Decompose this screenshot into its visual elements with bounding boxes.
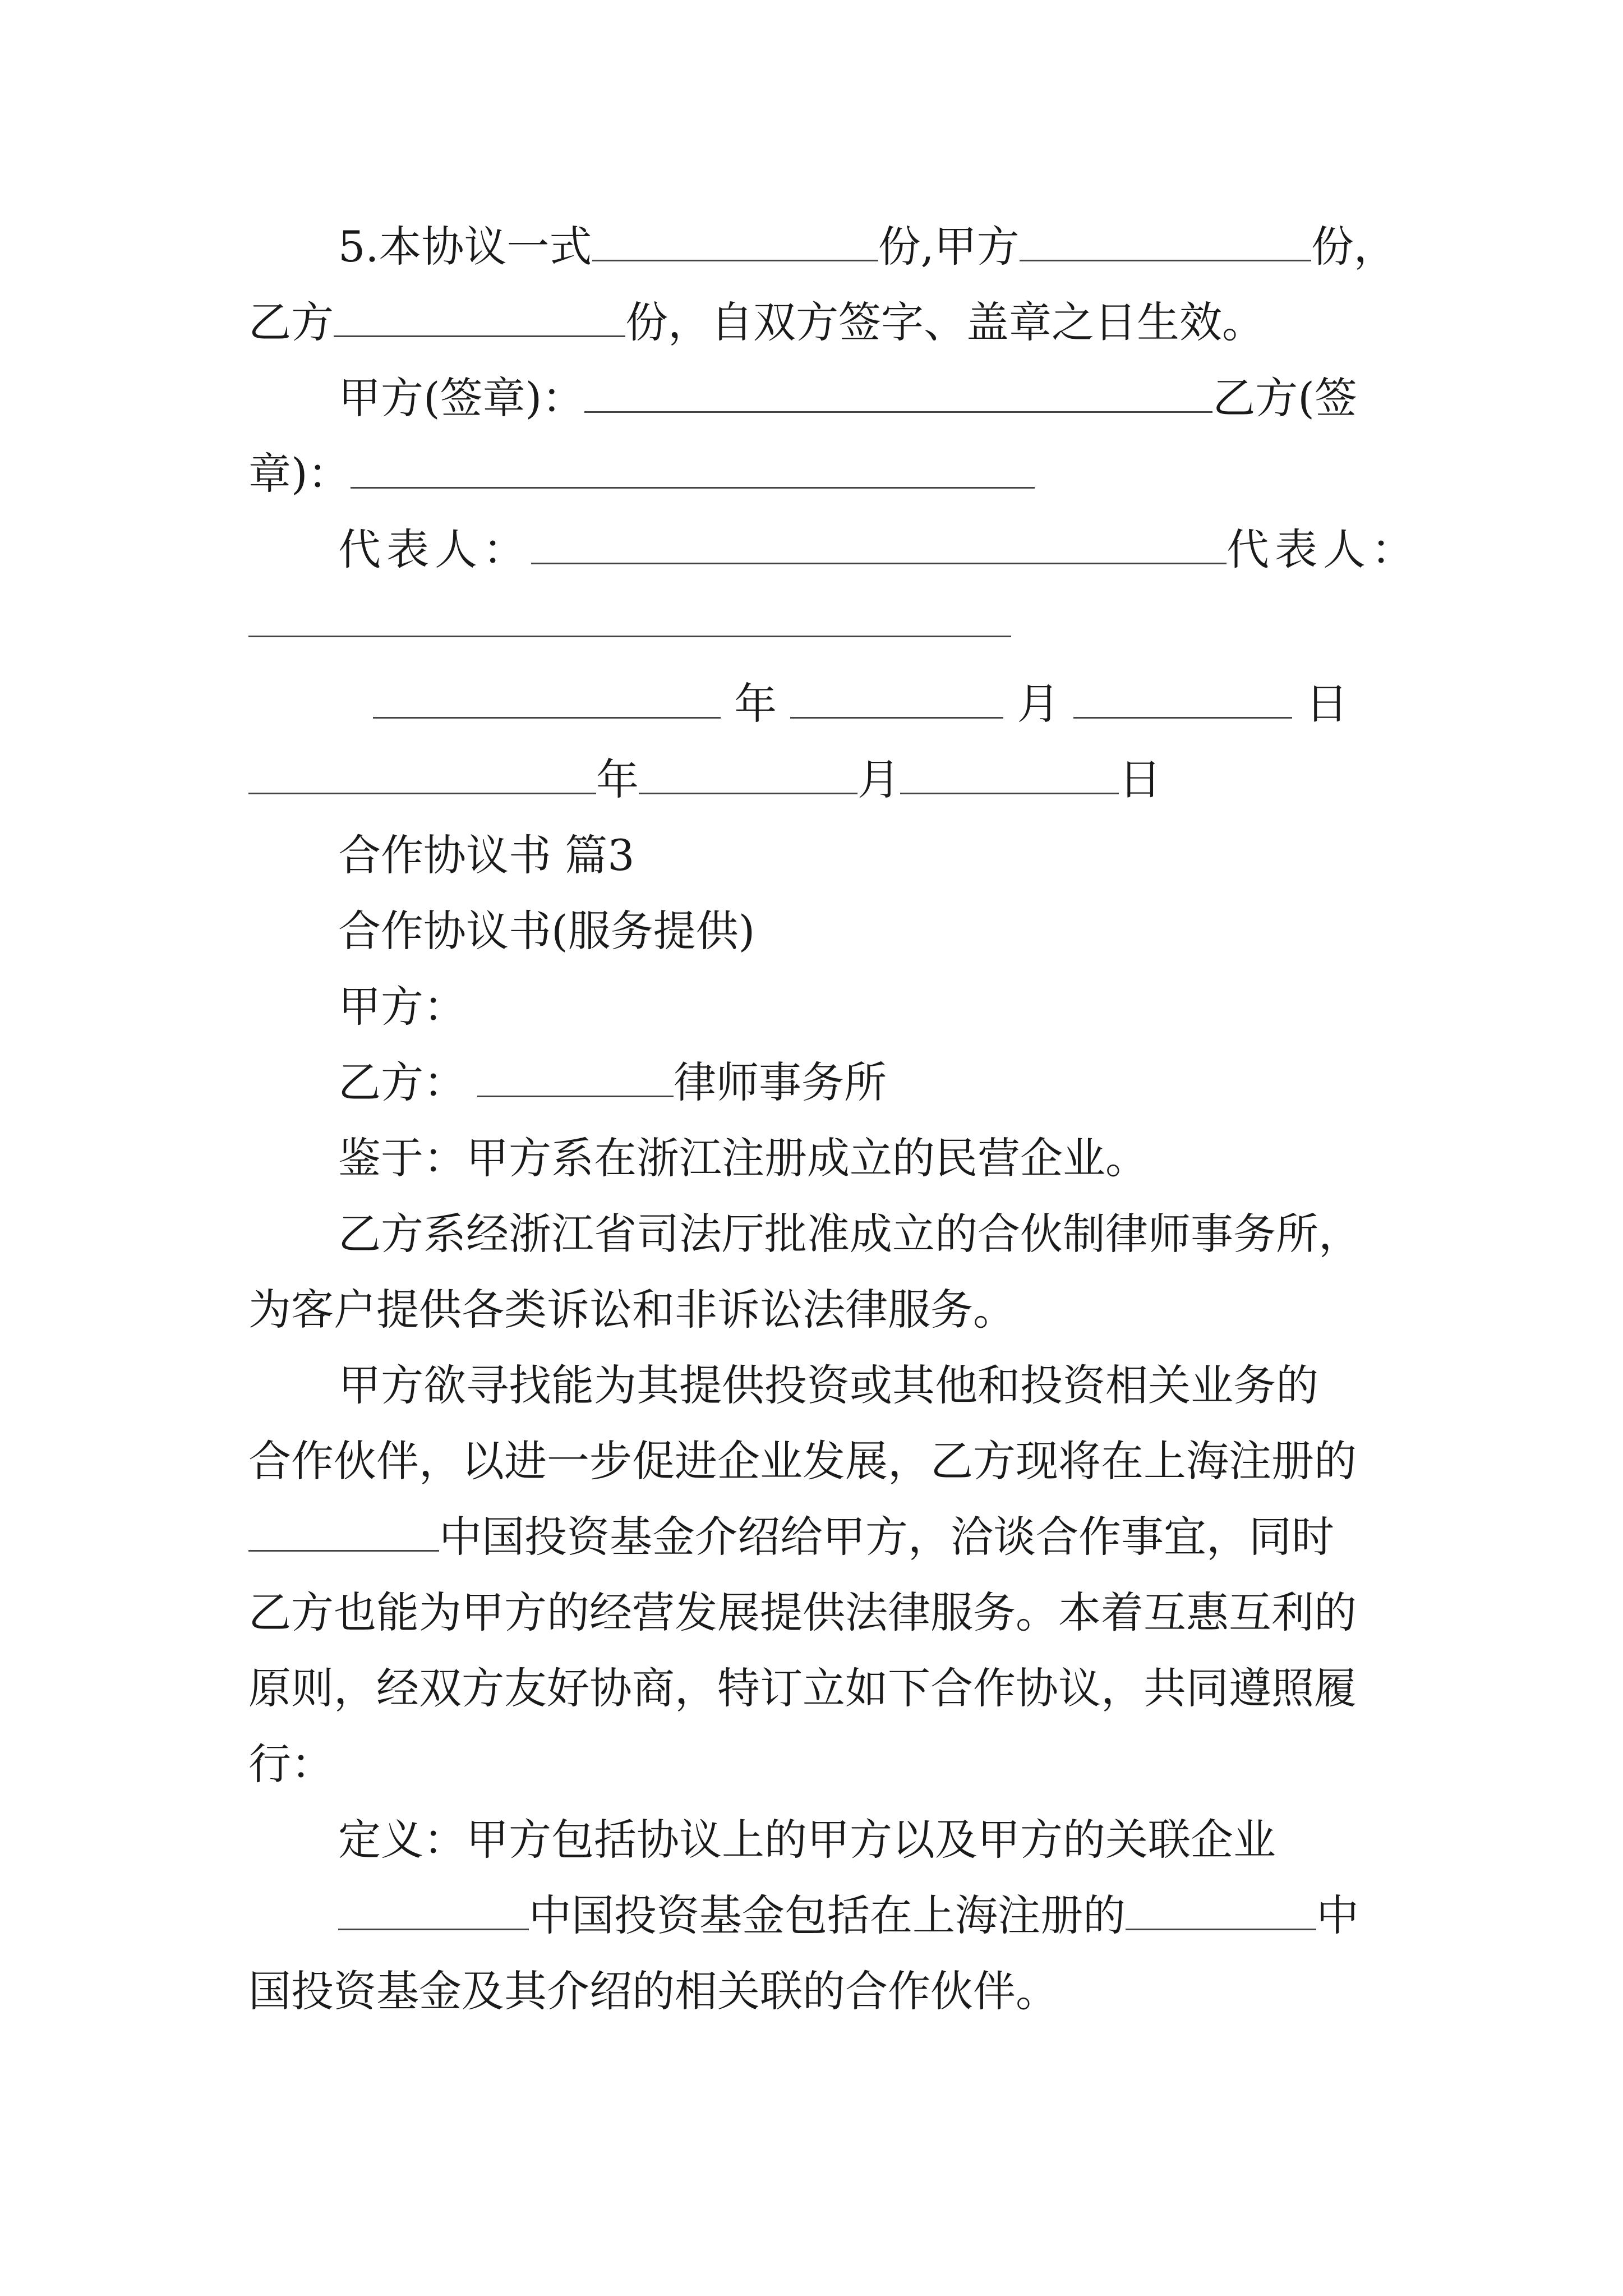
clause5-line2 [248, 295, 1381, 351]
party-a-label: 甲方： [338, 982, 466, 1032]
clause5-text: 份， [1311, 222, 1396, 272]
party-b-signature-blank[interactable] [351, 450, 1035, 489]
signature-line-2 [248, 446, 1381, 502]
signature-line [248, 370, 1381, 426]
clause5-text: 5.本协议一式 [338, 222, 592, 272]
fund-name-blank[interactable] [1126, 1892, 1316, 1930]
definition-text: 中 [1316, 1890, 1359, 1940]
para3-line6: 行： [248, 1739, 334, 1789]
para3-line5: 原则，经双方友好协商，特订立如下合作协议，共同遵照履 [248, 1663, 1357, 1713]
year-label: 年 [734, 679, 777, 729]
fund-name-blank[interactable] [248, 1513, 439, 1552]
party-a-signature-label: 甲方(签章)： [338, 373, 585, 423]
party-b-line [248, 1055, 1381, 1111]
para3-line4: 乙方也能为甲方的经营发展提供法律服务。本着互惠互利的 [248, 1588, 1357, 1637]
copies-party-a-blank[interactable] [1020, 223, 1311, 261]
section-heading: 合作协议书 篇3 [338, 830, 635, 880]
year-blank[interactable] [248, 756, 596, 794]
day-blank[interactable] [1073, 680, 1292, 719]
day-label: 日 [1119, 754, 1161, 804]
para3-line2: 合作伙伴，以进一步促进企业发展，乙方现将在上海注册的 [248, 1436, 1357, 1486]
recital-2-line2: 为客户提供各类诉讼和非诉讼法律服务。 [248, 1285, 1016, 1335]
party-b-signature-label-tail: 章)： [248, 449, 351, 499]
recital-2-line1: 乙方系经浙江省司法厅批准成立的合伙制律师事务所， [338, 1209, 1361, 1259]
month-label: 月 [1017, 679, 1060, 729]
date-line-2 [248, 752, 1381, 808]
para3-line1: 甲方欲寻找能为其提供投资或其他和投资相关业务的 [338, 1360, 1318, 1410]
law-firm-suffix: 律师事务所 [674, 1057, 887, 1107]
month-blank[interactable] [639, 756, 857, 794]
copies-party-b-blank[interactable] [334, 298, 625, 337]
party-b-label: 乙方： [338, 1057, 466, 1107]
day-blank[interactable] [900, 756, 1119, 794]
representative-line [248, 522, 1419, 578]
definition-line1: 定义：甲方包括协议上的甲方以及甲方的关联企业 [338, 1815, 1276, 1865]
party-b-rep-label: 代表人： [1227, 524, 1419, 574]
year-blank[interactable] [373, 680, 721, 719]
clause5-line1 [248, 219, 1396, 275]
month-blank[interactable] [790, 680, 1003, 719]
para3-line3 [248, 1509, 1381, 1565]
definition-text: 中国投资基金包括在上海注册的 [529, 1890, 1126, 1940]
clause5-text: 份，自双方签字、盖章之日生效。 [625, 297, 1265, 347]
para3-line3-text: 中国投资基金介绍给甲方，洽谈合作事宜，同时 [439, 1512, 1334, 1562]
year-label: 年 [596, 754, 639, 804]
party-b-signature-label: 乙方(签 [1212, 373, 1357, 423]
law-firm-name-blank[interactable] [477, 1059, 674, 1097]
definition-line3: 国投资基金及其介绍的相关联的合作伙伴。 [248, 1966, 1058, 2016]
party-a-rep-label: 代表人： [338, 524, 531, 574]
copies-total-blank[interactable] [592, 223, 878, 261]
clause5-text: 乙方 [248, 297, 334, 347]
recital-1: 鉴于：甲方系在浙江注册成立的民营企业。 [338, 1133, 1148, 1183]
fund-name-blank[interactable] [338, 1892, 529, 1930]
party-b-rep-blank[interactable] [248, 599, 1011, 637]
definition-line2 [248, 1888, 1381, 1944]
month-label: 月 [857, 754, 900, 804]
day-label: 日 [1305, 679, 1348, 729]
representative-line-2 [248, 595, 1381, 651]
party-a-signature-blank[interactable] [584, 374, 1212, 413]
section-title: 合作协议书(服务提供) [338, 906, 755, 956]
clause5-text: 份,甲方 [878, 222, 1020, 272]
party-a-rep-blank[interactable] [531, 526, 1227, 564]
date-line-1 [373, 676, 1377, 732]
